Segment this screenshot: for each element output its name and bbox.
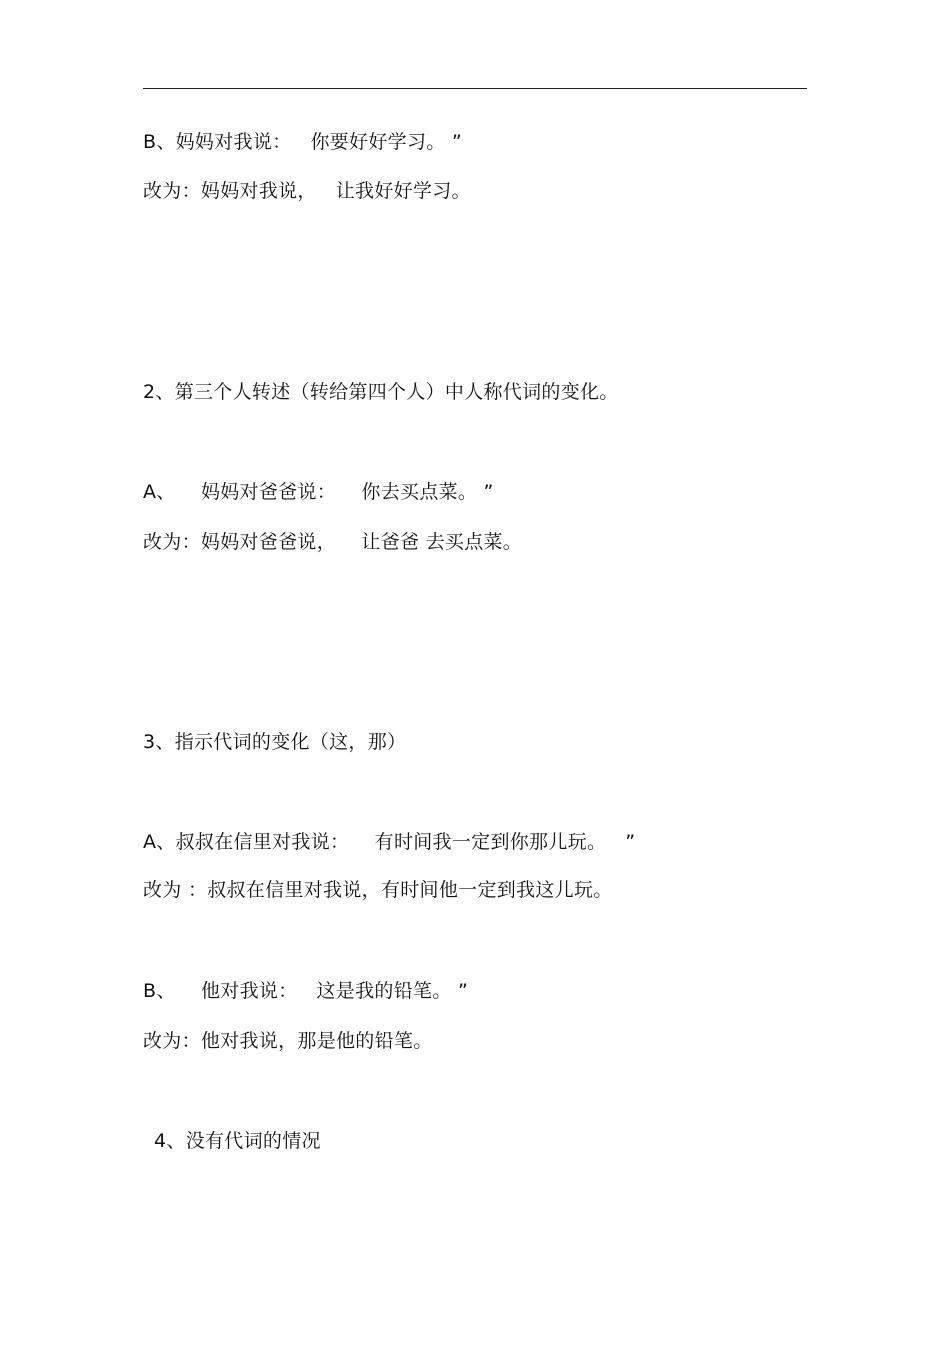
example-a-rewrite: 改为：妈妈对爸爸说， 让爸爸 去买点菜。 [143, 531, 523, 553]
example-a3-rewrite: 改为 ：叔叔在信里对我说，有时间他一定到我这儿玩。 [143, 879, 613, 901]
header-rule [143, 88, 807, 89]
example-a-line: A、 妈妈对爸爸说： 你去买点菜。 ” [143, 481, 494, 503]
example-b-rewrite: 改为：妈妈对我说， 让我好好学习。 [143, 180, 471, 202]
example-b3-line: B、 他对我说： 这是我的铅笔。 ” [143, 980, 469, 1002]
section-4-heading: 4、没有代词的情况 [154, 1130, 321, 1152]
section-3-heading: 3、指示代词的变化（这，那） [143, 731, 407, 753]
example-b-line: B、妈妈对我说： 你要好好学习。 ” [143, 131, 463, 153]
example-a3-line: A、叔叔在信里对我说： 有时间我一定到你那儿玩。 ” [143, 831, 636, 853]
section-2-heading: 2、第三个人转述（转给第四个人）中人称代词的变化。 [143, 381, 619, 403]
example-b3-rewrite: 改为：他对我说，那是他的铅笔。 [143, 1030, 433, 1052]
